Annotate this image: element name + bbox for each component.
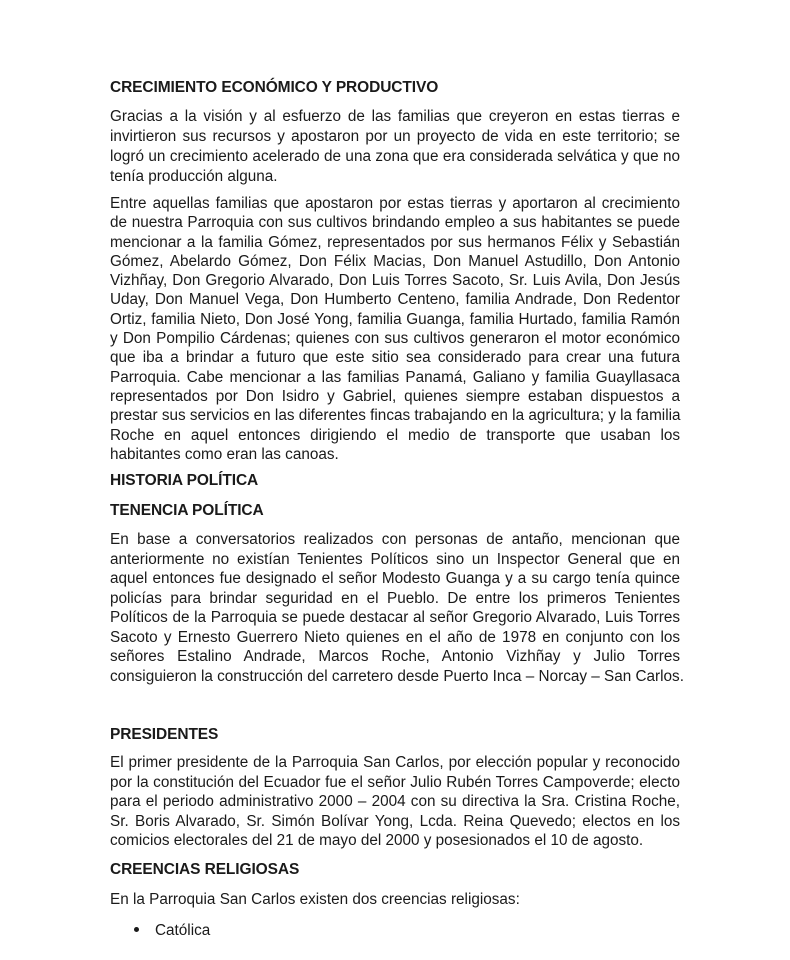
paragraph-familias	[110, 194, 680, 464]
paragraph-creencias: En la Parroquia San Carlos existen dos creencias religiosas:	[110, 890, 520, 908]
text-line: anteriormente no existían Tenientes Políticos sino un Inspector General que en	[110, 550, 680, 568]
heading-tenencia-politica: TENENCIA POLÍTICA	[110, 502, 264, 520]
text-line: Gracias a la visión y al esfuerzo de las familias que creyeron en estas tierras e	[110, 108, 680, 125]
text-line: que iba a brindar a futuro que este sitio sea considerado para crear una futura	[110, 349, 680, 367]
text-line: señores Estalino Andrade, Marcos Roche, Antonio Vizhñay y Julio Torres	[110, 648, 680, 666]
text-line: aquel entonces fue designado el señor Modesto Guanga y a su cargo tenía quince	[110, 570, 680, 588]
text-line: comicios electorales del 21 de mayo del 2000 y posesionados el 10 de agosto.	[110, 832, 644, 850]
bullet-text: Católica	[155, 921, 211, 939]
paragraph-presidentes	[110, 753, 680, 851]
text-line: representados por Don Isidro y Gabriel, quienes siempre estaban dispuestos a	[110, 387, 680, 405]
bullet-item	[134, 921, 680, 941]
text-line: Parroquia. Cabe mencionar a las familias Panamá, Galiano y familia Guayllasaca	[110, 368, 680, 386]
text-line: de nuestra Parroquia con sus cultivos brindando empleo a sus habitantes se puede	[110, 214, 680, 232]
bullet-icon	[134, 927, 139, 932]
text-line: logró un crecimiento acelerado de una zona que era considerada selvática y que no	[110, 148, 680, 165]
text-line: El primer presidente de la Parroquia San Carlos, por elección popular y reconocido	[110, 754, 680, 772]
text-line: Ortiz, familia Nieto, Don José Yong, familia Guanga, familia Hurtado, familia Ramón	[110, 310, 680, 328]
heading-historia-politica: HISTORIA POLÍTICA	[110, 472, 259, 490]
text-line: Sr. Boris Alvarado, Sr. Simón Bolívar Yong, Lcda. Reina Quevedo; electos en los	[110, 812, 680, 830]
text-line: tenía producción alguna.	[110, 168, 278, 185]
text-line: Sacoto y Ernesto Guerrero Nieto quienes en el año de 1978 en conjunto con los	[110, 628, 680, 646]
heading-creencias-religiosas: CREENCIAS RELIGIOSAS	[110, 860, 300, 878]
paragraph-crecimiento	[110, 107, 680, 187]
paragraph-tenencia	[110, 530, 684, 686]
text-line: por la constitución del Ecuador fue el señor Julio Rubén Torres Campoverde; electo	[110, 773, 680, 791]
text-line: para el periodo administrativo 2000 – 2004 con su directiva la Sra. Cristina Roche,	[110, 793, 680, 811]
text-line: Gómez, Abelardo Gómez, Don Félix Macias, Don Manuel Astudillo, Don Antonio	[110, 252, 680, 270]
text-line: Políticos de la Parroquia se puede destacar al señor Gregorio Alvarado, Luis Torres	[110, 609, 680, 627]
text-line: Entre aquellas familias que apostaron por estas tierras y aportaron al crecimiento	[110, 195, 680, 212]
text-line: y Don Pompilio Cárdenas; quienes con sus cultivos generaron el motor económico	[110, 330, 680, 348]
text-line: prestar sus servicios en las diferentes fincas trabajando en la agricultura; y la familia	[110, 407, 681, 425]
text-line: Vizhñay, Don Gregorio Alvarado, Don Luis Torres Sacoto, Sr. Luis Avila, Don Jesús	[110, 272, 680, 290]
text-line: consiguieron la construcción del carretero desde Puerto Inca – Norcay – San Carlos.	[110, 667, 684, 685]
text-line: invirtieron sus recursos y apostaron por un proyecto de vida en este territorio; se	[110, 128, 680, 145]
text-line: mencionar a la familia Gómez, representados por sus hermanos Félix y Sebastián	[110, 233, 680, 251]
heading-presidentes: PRESIDENTES	[110, 726, 219, 744]
text-line: habitantes como eran las canoas.	[110, 445, 339, 463]
text-line: En base a conversatorios realizados con personas de antaño, mencionan que	[110, 531, 680, 549]
text-line: policías para brindar seguridad en el Pueblo. De entre los primeros Tenientes	[110, 589, 680, 607]
text-line: Uday, Don Manuel Vega, Don Humberto Centeno, familia Andrade, Don Redentor	[110, 291, 680, 309]
heading-crecimiento: CRECIMIENTO ECONÓMICO Y PRODUCTIVO	[110, 79, 439, 96]
text-line: Roche en aquel entonces dirigiendo el medio de transporte que usaban los	[110, 426, 680, 444]
document-body	[110, 78, 684, 941]
